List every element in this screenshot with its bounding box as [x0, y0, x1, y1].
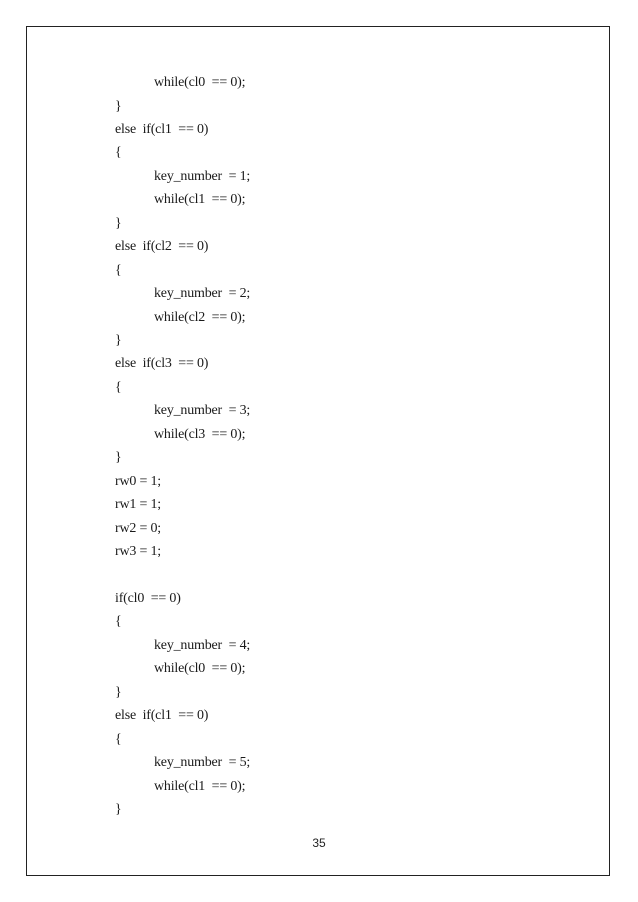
- code-line: rw3 = 1;: [115, 544, 161, 559]
- code-line: else if(cl1 == 0): [115, 121, 209, 137]
- code-line: {: [115, 379, 122, 395]
- code-line: }: [115, 98, 122, 114]
- code-line: while(cl2 == 0);: [154, 309, 246, 325]
- code-line: if(cl0 == 0): [115, 590, 181, 606]
- code-line: }: [115, 450, 122, 466]
- code-line: {: [115, 145, 122, 161]
- code-line: key_number = 1;: [154, 168, 251, 184]
- code-line: key_number = 3;: [154, 403, 251, 419]
- code-line: while(cl0 == 0);: [154, 75, 246, 90]
- code-line: {: [115, 262, 122, 278]
- page-number: 35: [312, 836, 326, 850]
- code-line: else if(cl3 == 0): [115, 356, 209, 372]
- code-line: else if(cl1 == 0): [115, 708, 209, 724]
- code-line: rw0 = 1;: [115, 473, 161, 489]
- code-line: }: [115, 684, 122, 700]
- code-line: rw1 = 1;: [115, 497, 161, 513]
- code-line: key_number = 2;: [154, 286, 251, 301]
- code-line: else if(cl2 == 0): [115, 239, 209, 255]
- code-line: while(cl3 == 0);: [154, 426, 246, 442]
- code-line: }: [115, 332, 122, 348]
- code-line: }: [115, 215, 122, 231]
- code-line: while(cl1 == 0);: [154, 192, 246, 208]
- code-line: rw2 = 0;: [115, 520, 161, 536]
- code-line: while(cl1 == 0);: [154, 778, 246, 794]
- code-line: key_number = 4;: [154, 637, 251, 653]
- code-line: {: [115, 614, 122, 630]
- code-line: key_number = 5;: [154, 755, 251, 770]
- code-line: while(cl0 == 0);: [154, 661, 246, 677]
- code-line: {: [115, 731, 122, 747]
- code-line: }: [115, 801, 122, 817]
